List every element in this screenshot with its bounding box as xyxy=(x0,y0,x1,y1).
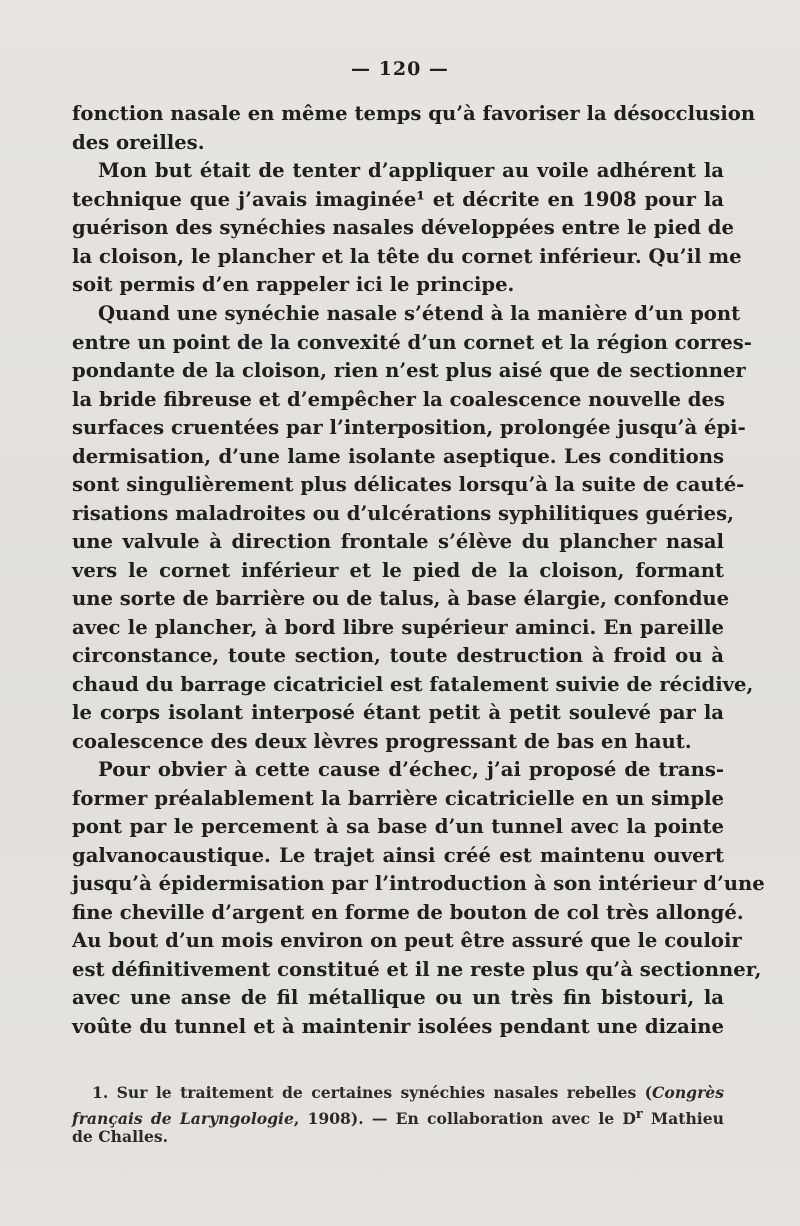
paragraph-block-2 xyxy=(72,300,765,1041)
text-line: Pour obvier à cette cause d’échec, j’ai proposé de trans- xyxy=(98,758,724,781)
text-line: Au bout d’un mois environ on peut être assuré que le couloir xyxy=(72,929,742,952)
text-line: guérison des synéchies nasales développées entre le pied de xyxy=(72,216,734,239)
text-line: la cloison, le plancher et la tête du cornet inférieur. Qu’il me xyxy=(72,244,742,268)
paragraph-block-1 xyxy=(72,100,756,300)
text-line: Mon but était de tenter d’appliquer au voile adhérent la xyxy=(98,159,724,182)
text-line: technique que j’avais imaginée¹ et décrite en 1908 pour la xyxy=(72,187,724,211)
text-line: le corps isolant interposé étant petit à petit soulevé par la xyxy=(72,701,724,724)
text-line: sont singulièrement plus délicates lorsqu’à la suite de cauté- xyxy=(72,473,745,496)
text-line: circonstance, toute section, toute destruction à froid ou à xyxy=(72,644,724,667)
text-line: Quand une synéchie nasale s’étend à la manière d’un pont xyxy=(98,302,741,325)
text-line: voûte du tunnel et à maintenir isolées pendant une dizaine xyxy=(72,1014,724,1038)
text-line: fonction nasale en même temps qu’à favoriser la désocclusion xyxy=(72,102,756,125)
text-line: vers le cornet inférieur et le pied de la cloison, formant xyxy=(72,558,724,582)
footnote-line xyxy=(72,1104,724,1129)
footnote-text: Mathieu xyxy=(642,1109,724,1129)
text-line: une valvule à direction frontale s’élève du plancher nasal xyxy=(72,530,724,553)
footnote-line xyxy=(72,1082,724,1104)
text-line: soit permis d’en rappeler ici le principe. xyxy=(72,273,515,296)
text-line: galvanocaustique. Le trajet ainsi créé est maintenu ouvert xyxy=(72,843,724,867)
text-line: est définitivement constitué et il ne reste plus qu’à sectionner, xyxy=(72,957,762,981)
text-line: pondante de la cloison, rien n’est plus aisé que de sectionner xyxy=(72,359,746,382)
footnote-text: , 1908). — En collaboration avec le D xyxy=(293,1109,636,1129)
text-line: risations maladroites ou d’ulcérations syphilitiques guéries, xyxy=(72,501,734,525)
text-line: entre un point de la convexité d’un cornet et la région corres- xyxy=(72,330,752,354)
text-line: des oreilles. xyxy=(72,130,205,154)
text-line: fine cheville d’argent en forme de bouton de col très allongé. xyxy=(72,900,744,924)
text-line: la bride fibreuse et d’empêcher la coalescence nouvelle des xyxy=(72,387,725,411)
text-line: chaud du barrage cicatriciel est fatalement suivie de récidive, xyxy=(72,672,754,696)
text-line: former préalablement la barrière cicatricielle en un simple xyxy=(72,786,724,810)
text-line: coalescence des deux lèvres progressant de bas en haut. xyxy=(72,729,692,753)
footnote-italic-text: français de Laryngologie xyxy=(72,1109,294,1129)
footnote-italic-text: Congrès xyxy=(652,1083,724,1102)
footnote-text: 1. Sur le traitement de certaines synéchies nasales rebelles ( xyxy=(92,1083,653,1102)
text-line: dermisation, d’une lame isolante aseptique. Les conditions xyxy=(72,444,724,468)
text-line: avec une anse de fil métallique ou un très fin bistouri, la xyxy=(72,986,724,1009)
footnote-line: de Challes. xyxy=(72,1127,169,1146)
text-line: surfaces cruentées par l’interposition, prolongée jusqu’à épi- xyxy=(72,416,746,439)
footnote xyxy=(72,1082,724,1148)
text-line: pont par le percement à sa base d’un tunnel avec la pointe xyxy=(72,815,724,838)
text-line: une sorte de barrière ou de talus, à base élargie, confondue xyxy=(72,587,730,610)
text-line: jusqu’à épidermisation par l’introduction à son intérieur d’une xyxy=(72,872,765,895)
text-line: avec le plancher, à bord libre supérieur aminci. En pareille xyxy=(72,615,724,639)
footnote-superscript: r xyxy=(635,1107,643,1122)
page-number: — 120 — xyxy=(351,58,449,80)
